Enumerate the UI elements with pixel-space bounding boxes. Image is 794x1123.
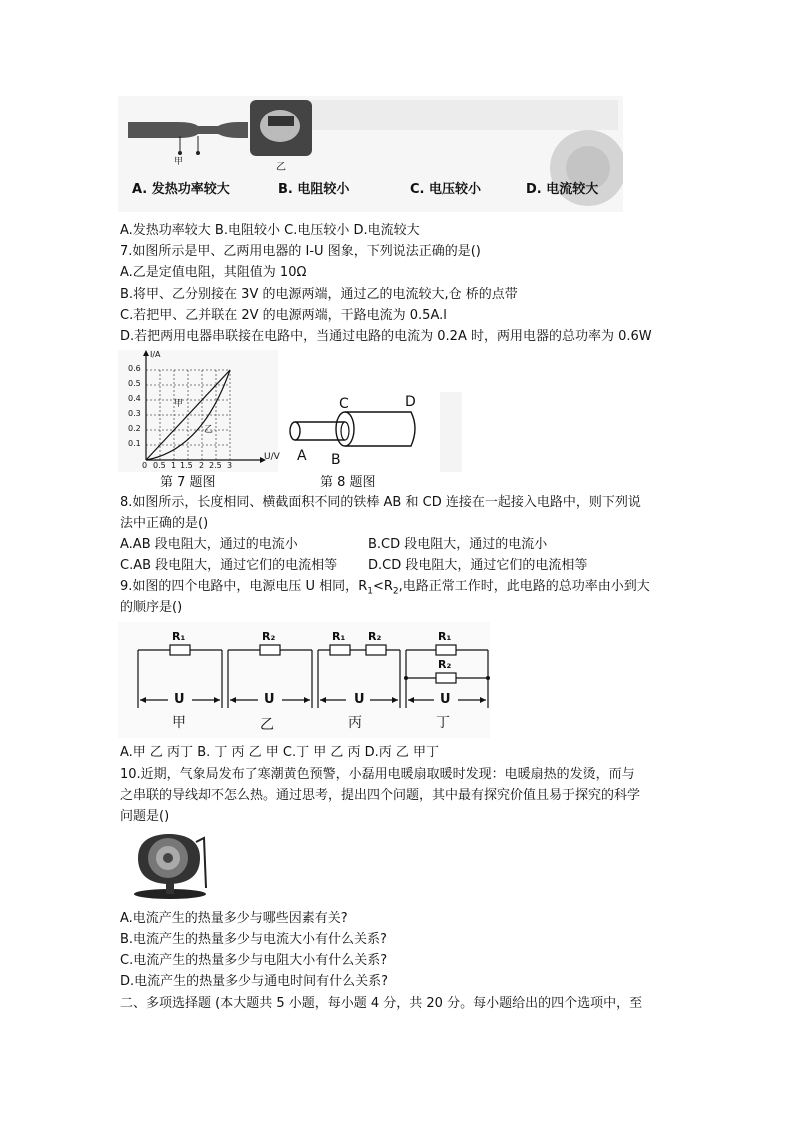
circuit-name: 丁 [436,715,450,731]
y-tick: 0.4 [128,394,141,403]
q6-fig-option-a: A. 发热功率较大 [132,182,230,197]
q7-option-b: B.将甲、乙分别接在 3V 的电源两端，通过乙的电流较大,仓 桥的点带 [120,287,518,302]
label-U: U [440,692,451,707]
q10-option-a: A.电流产生的热量多少与哪些因素有关? [120,911,348,926]
x-tick: 2 [199,461,205,470]
label-R2: R₂ [368,630,382,643]
q7-graph-svg [118,350,278,472]
q6-fig-option-b: B. 电阻较小 [278,182,350,197]
heater-image [128,828,212,900]
q7-option-d: D.若把两用电器串联接在电路中，当通过电路的电流为 0.2A 时，两用电器的总功率为 0.6W [120,329,652,344]
q9-circuits [118,622,490,738]
label-U: U [264,692,275,707]
y-tick: 0.5 [128,379,141,388]
q10-stem-3: 问题是() [120,809,170,824]
q9-options: A.甲 乙 丙丁 B. 丁 丙 乙 甲 C.丁 甲 乙 丙 D.丙 乙 甲丁 [120,745,440,760]
x-axis-label: U/V [264,452,280,462]
curve-yi-label: 乙 [204,425,214,435]
x-tick: 2.5 [209,461,222,470]
q9-stem-2: 的顺序是() [120,600,183,615]
q9-stem-1 [120,578,650,601]
q8-stem-2: 法中正确的是() [120,516,209,531]
q8-option-a: A.AB 段电阻大，通过的电流小 [120,537,298,552]
q9-inequality: $R_1<R_2$, [358,579,403,597]
label-A: A [297,448,307,464]
y-tick: 0.3 [128,409,141,418]
scan-bleed [440,392,462,472]
q8-figure [285,392,435,474]
q7-graph [118,350,278,472]
y-tick: 0.2 [128,424,141,433]
label-D: D [405,394,416,410]
q7-stem: 7.如图所示是甲、乙两用电器的 I-U 图象，下列说法正确的是() [120,244,481,259]
caption-fig8: 第 8 题图 [320,475,376,490]
label-R1: R₁ [332,630,346,643]
curve-jia-label: 甲 [174,399,184,409]
y-tick: 0.1 [128,439,141,448]
q8-option-c: C.AB 段电阻大，通过它们的电流相等 [120,558,338,573]
circuit-name: 丙 [348,715,362,731]
circuit-name: 甲 [172,715,186,731]
circuit-name: 乙 [260,717,274,733]
q6-fig-option-c: C. 电压较小 [410,182,482,197]
y-tick: 0.6 [128,364,141,373]
label-jia: 甲 [174,157,184,167]
conductor-shape [128,122,248,138]
label-R2: R₂ [438,658,452,671]
q10-stem-1: 10.近期，气象局发布了寒潮黄色预警，小磊用电暖扇取暖时发现：电暖扇热的发烫，而与 [120,767,635,782]
q10-stem-2: 之串联的导线却不怎么热。通过思考，提出四个问题，其中最有探究价值且易于探究的科学 [120,788,641,803]
q6-options: A.发热功率较大 B.电阻较小 C.电压较小 D.电流较大 [120,223,420,238]
label-yi: 乙 [276,162,286,173]
heater-svg [128,828,212,900]
x-tick: 1 [171,461,177,470]
x-tick: 0 [142,461,148,470]
q9-stem-post: 电路正常工作时，此电路的总功率由小到大 [402,579,650,594]
q10-option-d: D.电流产生的热量多少与通电时间有什么关系? [120,974,389,989]
y-axis-label: I/A [150,350,161,359]
section-2-heading: 二、多项选择题 (本大题共 5 小题，每小题 4 分，共 20 分。每小题给出的四个选项中，至 [120,996,643,1011]
q7-option-c: C.若把甲、乙并联在 2V 的电源两端，干路电流为 0.5A.l [120,308,447,323]
q8-stem-1: 8.如图所示，长度相同、横截面积不同的铁棒 AB 和 CD 连接在一起接入电路中，则下列说 [120,495,641,510]
caption-fig7: 第 7 题图 [160,475,216,490]
label-B: B [331,452,341,468]
q6-fig-option-d: D. 电流较大 [526,182,599,197]
q10-option-b: B.电流产生的热量多少与电流大小有什么关系? [120,932,387,947]
x-tick: 1.5 [180,461,193,470]
q10-option-c: C.电流产生的热量多少与电阻大小有什么关系? [120,953,388,968]
q8-option-b: B.CD 段电阻大，通过的电流小 [368,537,548,552]
label-U: U [174,692,185,707]
q9-stem-pre: 9.如图的四个电路中，电源电压 U 相同， [120,579,359,594]
x-tick: 3 [227,461,233,470]
q8-option-d: D.CD 段电阻大，通过它们的电流相等 [368,558,588,573]
label-R2: R₂ [262,630,276,643]
label-R1: R₁ [172,630,186,643]
x-tick: 0.5 [153,461,166,470]
q7-option-a: A.乙是定值电阻，其阻值为 10Ω [120,265,307,280]
label-C: C [339,396,349,412]
q6-figure [118,96,623,212]
label-U: U [354,692,365,707]
label-R1: R₁ [438,630,452,643]
